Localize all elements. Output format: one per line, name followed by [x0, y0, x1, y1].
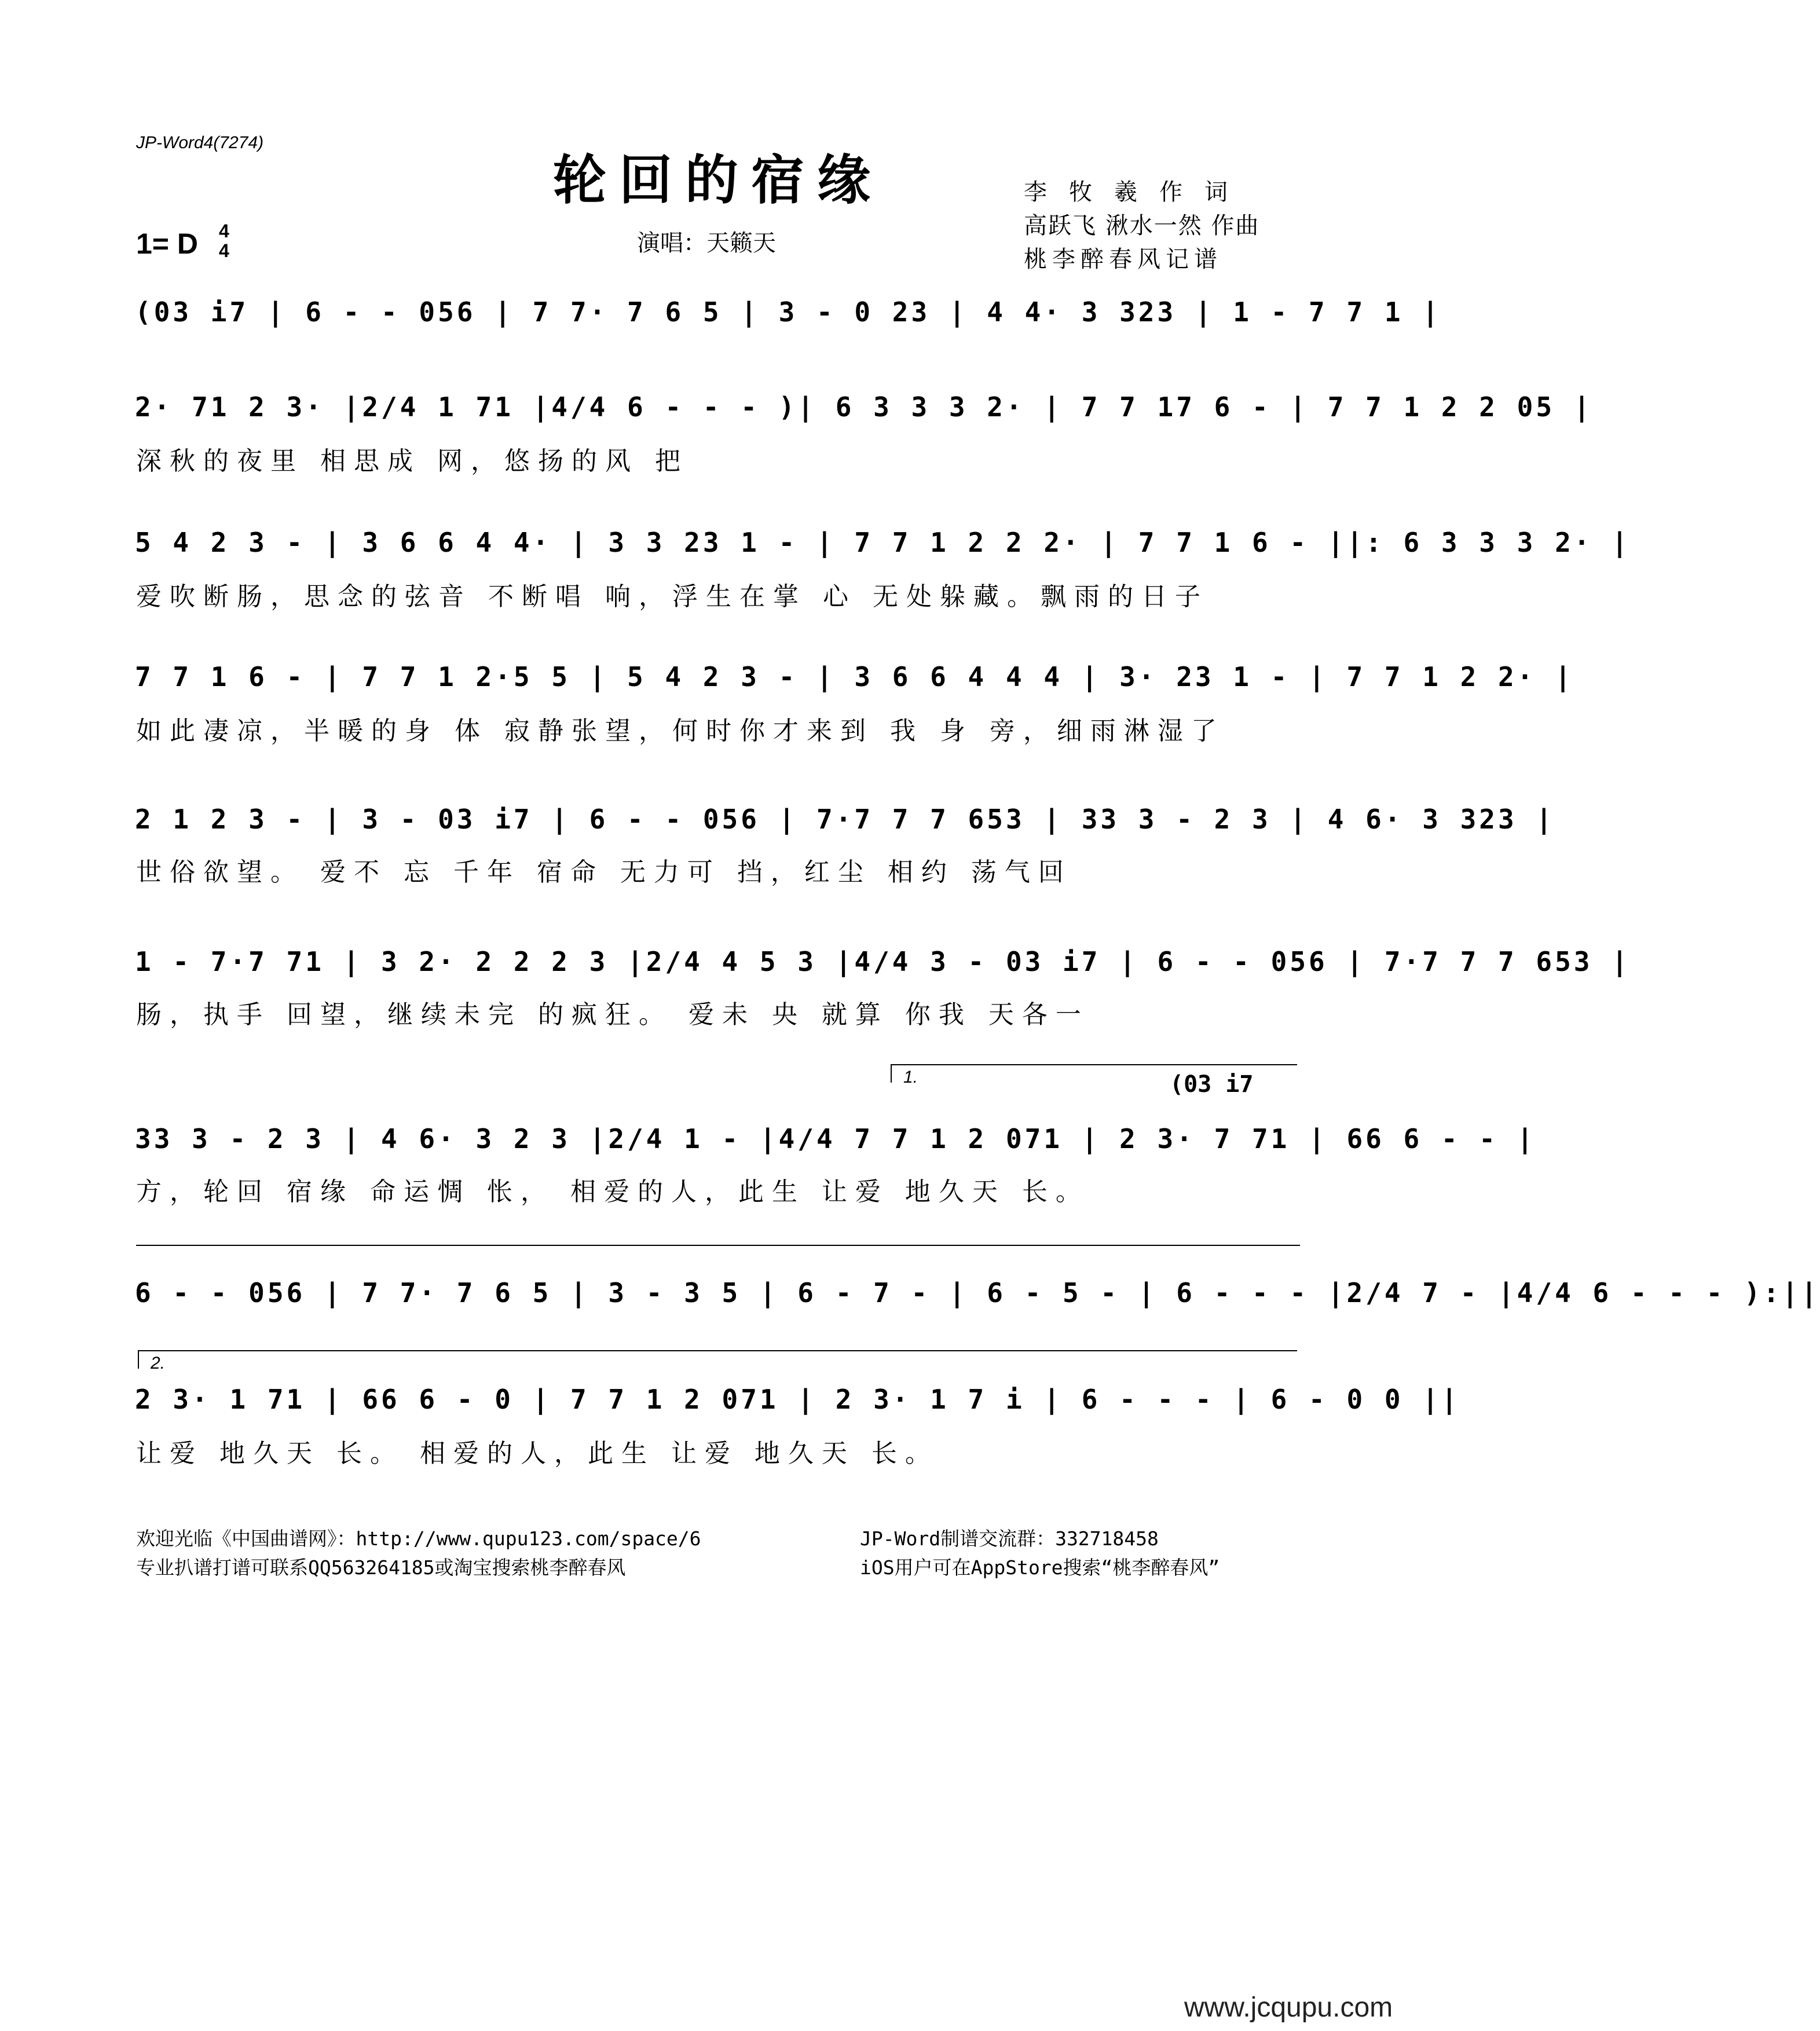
- footer-site-link: 欢迎光临《中国曲谱网》：http://www.qupu123.com/space/6: [136, 1527, 701, 1550]
- score-line-2-lyrics: 深秋的夜里 相思成 网，悠扬的风 把: [136, 446, 689, 476]
- watermark: www.jcqupu.com: [1184, 1992, 1393, 2023]
- score-line-5-notes: 2 1 2 3 - | 3 - 03 i7 | 6 - - 056 | 7·7 7 7 653 | 33 3 - 2 3 | 4 6· 3 323 |: [135, 804, 1555, 835]
- score-line-6-lyrics: 肠，执手 回望，继续未完 的疯狂。 爱未 央 就算 你我 天各一: [136, 1000, 1089, 1029]
- footer-group: JP-Word制谱交流群：332718458: [860, 1527, 1159, 1550]
- volta-1-pickup: (03 i7: [1170, 1071, 1254, 1098]
- score-line-9-lyrics: 让爱 地久天 长。 相爱的人，此生 让爱 地久天 长。: [136, 1439, 939, 1468]
- key-signature: 1= D: [136, 228, 199, 260]
- score-line-3-lyrics: 爱吹断肠，思念的弦音 不断唱 响，浮生在掌 心 无处躲藏。飘雨的日子: [136, 582, 1209, 611]
- software-label: JP-Word4(7274): [136, 133, 264, 152]
- footer-ios-note: iOS用户可在AppStore搜索“桃李醉春风”: [860, 1556, 1220, 1579]
- footer-contact: 专业扒谱打谱可联系QQ563264185或淘宝搜索桃李醉春风: [136, 1556, 626, 1579]
- time-signature: [219, 221, 229, 261]
- time-sig-bottom: 4: [219, 240, 229, 261]
- time-sig-top: 4: [219, 221, 229, 241]
- singer-label: 演唱：天籁天: [637, 230, 776, 256]
- score-line-1-notes: (03 i7 | 6 - - 056 | 7 7· 7 6 5 | 3 - 0 23 | 4 4· 3 323 | 1 - 7 7 1 |: [135, 296, 1441, 328]
- volta-1-continuation-rule: [136, 1245, 1300, 1246]
- score-line-4-notes: 7 7 1 6 - | 7 7 1 2·5 5 | 5 4 2 3 - | 3 6 6 4 4 4 | 3· 23 1 - | 7 7 1 2 2· |: [135, 661, 1574, 692]
- credit-score: 桃李醉春风记谱: [1024, 246, 1222, 273]
- score-line-9-notes: 2 3· 1 71 | 66 6 - 0 | 7 7 1 2 071 | 2 3· 1 7 i | 6 - - - | 6 - 0 0 ||: [135, 1384, 1460, 1415]
- volta-bracket-2: [138, 1350, 1297, 1373]
- volta-1-label: 1.: [903, 1068, 918, 1087]
- score-line-2-notes: 2· 71 2 3· |2/4 1 71 |4/4 6 - - - )| 6 3 3 3 2· | 7 7 17 6 - | 7 7 1 2 2 05 |: [135, 391, 1593, 423]
- credit-lyrics: 李牧羲作词: [1024, 179, 1250, 206]
- score-line-7-notes: 33 3 - 2 3 | 4 6· 3 2 3 |2/4 1 - |4/4 7 7 1 2 071 | 2 3· 7 71 | 66 6 - - |: [135, 1123, 1536, 1154]
- credit-music: 高跃飞 湫水一然 作曲: [1024, 212, 1260, 239]
- volta-2-label: 2.: [151, 1354, 166, 1373]
- score-line-4-lyrics: 如此凄凉，半暖的身 体 寂静张望，何时你才来到 我 身 旁，细雨淋湿了: [136, 716, 1225, 746]
- score-line-5-lyrics: 世俗欲望。 爱不 忘 千年 宿命 无力可 挡，红尘 相约 荡气回: [136, 857, 1072, 887]
- page-title: 轮回的宿缘: [552, 149, 883, 211]
- score-line-6-notes: 1 - 7·7 71 | 3 2· 2 2 2 3 |2/4 4 5 3 |4/4 3 - 03 i7 | 6 - - 056 | 7·7 7 7 653 |: [135, 946, 1631, 977]
- score-line-8-notes: 6 - - 056 | 7 7· 7 6 5 | 3 - 3 5 | 6 - 7 - | 6 - 5 - | 6 - - - |2/4 7 - |4/4 6 - - - ):||: [135, 1277, 1820, 1308]
- score-line-7-lyrics: 方，轮回 宿缘 命运惆 怅， 相爱的人，此生 让爱 地久天 长。: [136, 1177, 1089, 1207]
- score-line-3-notes: 5 4 2 3 - | 3 6 6 4 4· | 3 3 23 1 - | 7 7 1 2 2 2· | 7 7 1 6 - ||: 6 3 3 3 2· |: [135, 527, 1631, 558]
